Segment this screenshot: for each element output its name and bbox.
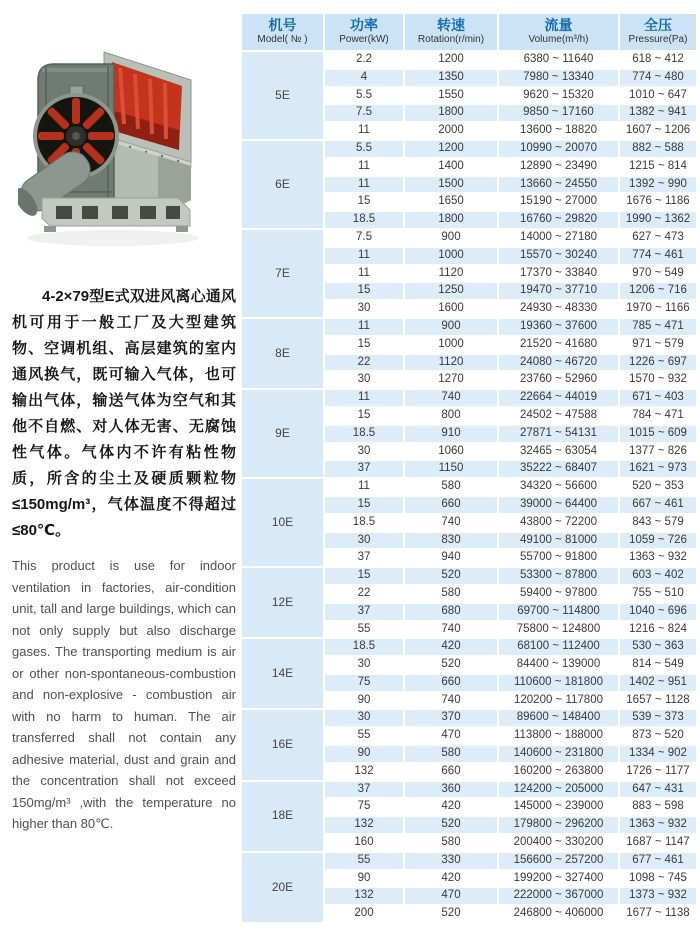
data-cell: 1363 ~ 932 [619,816,697,834]
data-cell: 37 [324,781,404,799]
table-row [241,567,697,585]
data-cell: 520 [404,567,498,585]
data-cell: 37 [324,603,404,621]
data-cell: 740 [404,692,498,710]
column-header-en: Model( № ) [257,34,308,45]
data-cell: 200400 ~ 330200 [498,834,619,852]
data-cell: 13600 ~ 18820 [498,122,619,140]
data-cell: 49100 ~ 81000 [498,532,619,550]
description-english: This product is use for indoor ventilation in factories, air-condition unit, tall and large buildings, which can not only supply but also discharge gases. The transporting medium is air or other non-spontaneous-combustion and non-explosive - combustion air with no harm to human. The air transferred shall not contain any adhesive material, dust and grain and the concentration shall not exceed 150mg/m³ ,with the temperature no higher than 80℃. [12,558,236,831]
data-cell: 22664 ~ 44019 [498,389,619,407]
data-cell: 7980 ~ 13340 [498,69,619,87]
data-cell: 520 [404,816,498,834]
model-cell: 6E [241,140,324,229]
data-cell: 18.5 [324,638,404,656]
model-cell: 9E [241,389,324,478]
data-cell: 774 ~ 480 [619,69,697,87]
data-cell: 11 [324,265,404,283]
data-cell: 940 [404,549,498,567]
data-cell: 15 [324,193,404,211]
data-cell: 18.5 [324,425,404,443]
data-cell: 55 [324,852,404,870]
data-cell: 1200 [404,51,498,69]
data-cell: 15 [324,567,404,585]
data-cell: 1400 [404,158,498,176]
data-cell: 1226 ~ 697 [619,354,697,372]
data-cell: 2000 [404,122,498,140]
specification-table [240,12,698,924]
data-cell: 23760 ~ 52960 [498,371,619,389]
column-header-rotation [404,13,498,51]
data-cell: 16760 ~ 29820 [498,211,619,229]
data-cell: 1334 ~ 902 [619,745,697,763]
column-header-model [241,13,324,51]
model-cell: 8E [241,318,324,389]
data-cell: 110600 ~ 181800 [498,674,619,692]
data-cell: 1382 ~ 941 [619,104,697,122]
data-cell: 30 [324,656,404,674]
column-header-zh: 功率 [350,17,378,33]
data-cell: 27871 ~ 54131 [498,425,619,443]
data-cell: 2.2 [324,51,404,69]
data-cell: 1040 ~ 696 [619,603,697,621]
data-cell: 740 [404,621,498,639]
data-cell: 113800 ~ 188000 [498,727,619,745]
data-cell: 1206 ~ 716 [619,282,697,300]
data-cell: 9620 ~ 15320 [498,87,619,105]
data-cell: 1990 ~ 1362 [619,211,697,229]
data-cell: 774 ~ 461 [619,247,697,265]
model-cell: 10E [241,478,324,567]
data-cell: 603 ~ 402 [619,567,697,585]
data-cell: 1621 ~ 973 [619,460,697,478]
data-cell: 5.5 [324,140,404,158]
data-cell: 90 [324,745,404,763]
left-panel [12,50,236,835]
data-cell: 1350 [404,69,498,87]
data-cell: 784 ~ 471 [619,407,697,425]
data-cell: 30 [324,532,404,550]
table-row [241,51,697,69]
data-cell: 15 [324,336,404,354]
column-header-en: Power(kW) [339,34,389,45]
data-cell: 1000 [404,247,498,265]
data-cell: 75 [324,674,404,692]
data-cell: 69700 ~ 114800 [498,603,619,621]
data-cell: 132 [324,887,404,905]
table-row [241,140,697,158]
data-cell: 68100 ~ 112400 [498,638,619,656]
data-cell: 1800 [404,211,498,229]
data-cell: 1570 ~ 932 [619,371,697,389]
data-cell: 1120 [404,354,498,372]
data-cell: 132 [324,763,404,781]
data-cell: 37 [324,549,404,567]
table-row [241,709,697,727]
data-cell: 530 ~ 363 [619,638,697,656]
data-cell: 19470 ~ 37710 [498,282,619,300]
data-cell: 1657 ~ 1128 [619,692,697,710]
data-cell: 59400 ~ 97800 [498,585,619,603]
data-cell: 1060 [404,443,498,461]
data-cell: 24502 ~ 47588 [498,407,619,425]
data-cell: 75 [324,798,404,816]
column-header-zh: 流量 [544,17,573,33]
table-row [241,852,697,870]
data-cell: 55 [324,621,404,639]
data-cell: 22 [324,585,404,603]
data-cell: 1215 ~ 814 [619,158,697,176]
data-cell: 1120 [404,265,498,283]
data-cell: 1010 ~ 647 [619,87,697,105]
data-cell: 75800 ~ 124800 [498,621,619,639]
centrifugal-fan-illustration [18,50,218,268]
data-cell: 470 [404,727,498,745]
data-cell: 34320 ~ 56600 [498,478,619,496]
table-row [241,389,697,407]
data-cell: 900 [404,318,498,336]
data-cell: 160200 ~ 263800 [498,763,619,781]
data-cell: 22 [324,354,404,372]
data-cell: 11 [324,478,404,496]
data-cell: 89600 ~ 148400 [498,709,619,727]
data-cell: 30 [324,300,404,318]
data-cell: 660 [404,763,498,781]
data-cell: 30 [324,371,404,389]
centrifugal-fan-image [18,50,218,268]
data-cell: 1216 ~ 824 [619,621,697,639]
data-cell: 1377 ~ 826 [619,443,697,461]
table-row [241,781,697,799]
data-cell: 11 [324,247,404,265]
data-cell: 222000 ~ 367000 [498,887,619,905]
data-cell: 15 [324,282,404,300]
data-cell: 580 [404,834,498,852]
data-cell: 618 ~ 412 [619,51,697,69]
data-cell: 740 [404,389,498,407]
data-cell: 520 [404,905,498,923]
data-cell: 1600 [404,300,498,318]
data-cell: 520 [404,656,498,674]
data-cell: 15570 ~ 30240 [498,247,619,265]
data-cell: 1392 ~ 990 [619,176,697,194]
data-cell: 1270 [404,371,498,389]
data-cell: 667 ~ 461 [619,496,697,514]
data-cell: 1015 ~ 609 [619,425,697,443]
data-cell: 24930 ~ 48330 [498,300,619,318]
column-header-pressure [619,13,697,51]
data-cell: 785 ~ 471 [619,318,697,336]
data-cell: 4 [324,69,404,87]
table-row [241,229,697,247]
data-cell: 360 [404,781,498,799]
data-cell: 18.5 [324,514,404,532]
data-cell: 970 ~ 549 [619,265,697,283]
column-header-en: Volume(m³/h) [528,34,589,45]
column-header-en: Rotation(r/min) [417,34,485,45]
data-cell: 1098 ~ 745 [619,870,697,888]
data-cell: 145000 ~ 239000 [498,798,619,816]
data-cell: 800 [404,407,498,425]
model-cell: 20E [241,852,324,923]
data-cell: 18.5 [324,211,404,229]
data-cell: 30 [324,709,404,727]
data-cell: 580 [404,745,498,763]
data-cell: 13660 ~ 24550 [498,176,619,194]
data-cell: 420 [404,870,498,888]
data-cell: 671 ~ 403 [619,389,697,407]
data-cell: 9850 ~ 17160 [498,104,619,122]
data-cell: 90 [324,870,404,888]
data-cell: 156600 ~ 257200 [498,852,619,870]
data-cell: 1363 ~ 932 [619,549,697,567]
data-cell: 19360 ~ 37600 [498,318,619,336]
data-cell: 84400 ~ 139000 [498,656,619,674]
data-cell: 370 [404,709,498,727]
data-cell: 677 ~ 461 [619,852,697,870]
data-cell: 660 [404,674,498,692]
data-cell: 1200 [404,140,498,158]
data-cell: 1402 ~ 951 [619,674,697,692]
data-cell: 1676 ~ 1186 [619,193,697,211]
description-chinese: 4-2×79型E式双进风离心通风机可用于一般工厂及大型建筑物、空调机组、高层建筑的室内通风换气，既可输入气体，也可输出气体，输送气体为空气和其他不自燃、对人体无害、无腐蚀性气体。气体内不许有粘性物质，所含的尘土及硬质颗粒物≤150mg/m³，气体温度不得超过≤80℃。 [12,288,236,539]
column-header-power [324,13,404,51]
data-cell: 843 ~ 579 [619,514,697,532]
data-cell: 132 [324,816,404,834]
data-cell: 11 [324,122,404,140]
data-cell: 140600 ~ 231800 [498,745,619,763]
data-cell: 199200 ~ 327400 [498,870,619,888]
data-cell: 1970 ~ 1166 [619,300,697,318]
data-cell: 1726 ~ 1177 [619,763,697,781]
data-cell: 539 ~ 373 [619,709,697,727]
data-cell: 7.5 [324,229,404,247]
data-cell: 660 [404,496,498,514]
data-cell: 971 ~ 579 [619,336,697,354]
data-cell: 32465 ~ 63054 [498,443,619,461]
data-cell: 124200 ~ 205000 [498,781,619,799]
data-cell: 330 [404,852,498,870]
column-header-volume [498,13,619,51]
data-cell: 830 [404,532,498,550]
data-cell: 24080 ~ 46720 [498,354,619,372]
column-header-en: Pressure(Pa) [628,34,688,45]
data-cell: 21520 ~ 41680 [498,336,619,354]
column-header-zh: 转速 [437,17,465,33]
data-cell: 883 ~ 598 [619,798,697,816]
data-cell: 647 ~ 431 [619,781,697,799]
data-cell: 15190 ~ 27000 [498,193,619,211]
data-cell: 14000 ~ 27180 [498,229,619,247]
data-cell: 470 [404,887,498,905]
data-cell: 1250 [404,282,498,300]
data-cell: 35222 ~ 68407 [498,460,619,478]
data-cell: 5.5 [324,87,404,105]
table-header-row [241,13,697,51]
data-cell: 55 [324,727,404,745]
data-cell: 90 [324,692,404,710]
data-cell: 1607 ~ 1206 [619,122,697,140]
data-cell: 43800 ~ 72200 [498,514,619,532]
data-cell: 17370 ~ 33840 [498,265,619,283]
data-cell: 11 [324,158,404,176]
data-cell: 200 [324,905,404,923]
data-cell: 1373 ~ 932 [619,887,697,905]
data-cell: 740 [404,514,498,532]
model-cell: 5E [241,51,324,140]
data-cell: 580 [404,585,498,603]
data-cell: 53300 ~ 87800 [498,567,619,585]
data-cell: 420 [404,638,498,656]
data-cell: 755 ~ 510 [619,585,697,603]
data-cell: 814 ~ 549 [619,656,697,674]
model-cell: 7E [241,229,324,318]
data-cell: 1800 [404,104,498,122]
data-cell: 910 [404,425,498,443]
data-cell: 1150 [404,460,498,478]
data-cell: 30 [324,443,404,461]
data-cell: 11 [324,176,404,194]
column-header-zh: 全压 [644,17,672,33]
data-cell: 246800 ~ 406000 [498,905,619,923]
data-cell: 37 [324,460,404,478]
data-cell: 1500 [404,176,498,194]
data-cell: 520 ~ 353 [619,478,697,496]
data-cell: 1650 [404,193,498,211]
data-cell: 15 [324,496,404,514]
table-row [241,638,697,656]
model-cell: 14E [241,638,324,709]
data-cell: 15 [324,407,404,425]
table-row [241,318,697,336]
data-cell: 55700 ~ 91800 [498,549,619,567]
data-cell: 10990 ~ 20070 [498,140,619,158]
data-cell: 900 [404,229,498,247]
table-row [241,478,697,496]
data-cell: 1687 ~ 1147 [619,834,697,852]
model-cell: 18E [241,781,324,852]
table-body [241,51,697,923]
data-cell: 1677 ~ 1138 [619,905,697,923]
data-cell: 873 ~ 520 [619,727,697,745]
data-cell: 11 [324,318,404,336]
data-cell: 7.5 [324,104,404,122]
data-cell: 1059 ~ 726 [619,532,697,550]
data-cell: 160 [324,834,404,852]
data-cell: 627 ~ 473 [619,229,697,247]
data-cell: 39000 ~ 64400 [498,496,619,514]
data-cell: 1000 [404,336,498,354]
data-cell: 680 [404,603,498,621]
column-header-zh: 机号 [268,17,297,33]
data-cell: 11 [324,389,404,407]
data-cell: 179800 ~ 296200 [498,816,619,834]
data-cell: 580 [404,478,498,496]
data-cell: 1550 [404,87,498,105]
data-cell: 882 ~ 588 [619,140,697,158]
model-cell: 12E [241,567,324,638]
data-cell: 120200 ~ 117800 [498,692,619,710]
data-cell: 420 [404,798,498,816]
table-header [241,13,697,51]
data-cell: 6380 ~ 11640 [498,51,619,69]
model-cell: 16E [241,709,324,780]
data-cell: 12890 ~ 23490 [498,158,619,176]
